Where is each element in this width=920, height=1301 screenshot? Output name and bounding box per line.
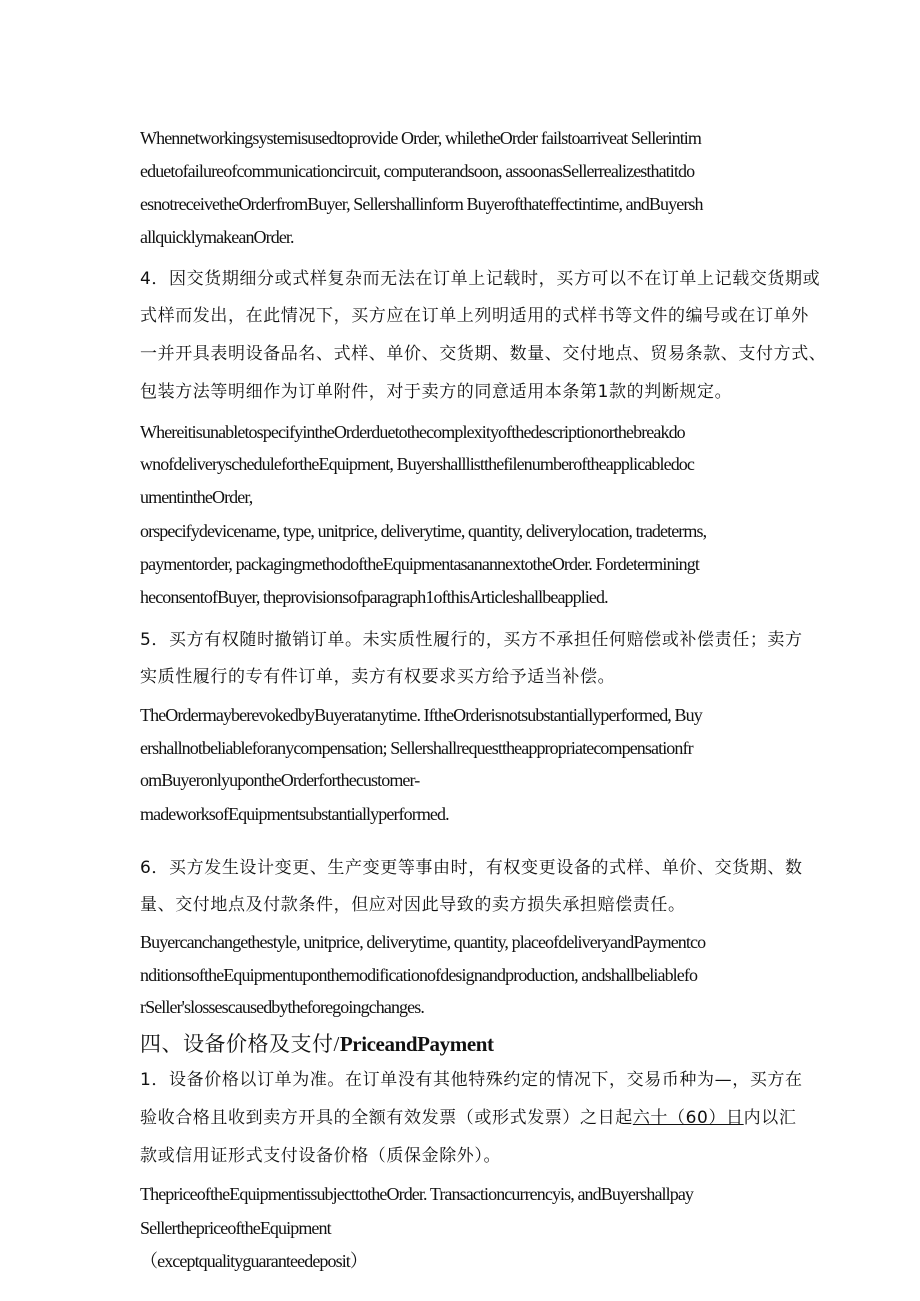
- para6-zh-line: 6．买方发生设计变更、生产变更等事由时，有权变更设备的式样、单价、交货期、数: [140, 858, 803, 878]
- section-heading-en: PriceandPayment: [339, 1032, 494, 1056]
- para4-en-line: heconsentofBuyer, theprovisionsofparagraph1ofthisArticleshallbeapplied.: [140, 587, 608, 607]
- para41-zh-line: 1．设备价格以订单为准。在订单没有其他特殊约定的情况下，交易币种为—，买方在: [140, 1070, 803, 1090]
- para5-zh-line: 实质性履行的专有件订单，卖方有权要求买方给予适当补偿。: [140, 667, 616, 687]
- para41-en-line: SellerthepriceoftheEquipment: [140, 1218, 331, 1238]
- para41-zh-line: [140, 1106, 796, 1130]
- para41-zh-line: 款或信用证形式支付设备价格（质保金除外）。: [140, 1146, 502, 1166]
- para4-zh-line: 一并开具表明设备品名、式样、单价、交货期、数量、交付地点、贸易条款、支付方式、: [140, 344, 827, 364]
- para5-zh-line: 5．买方有权随时撤销订单。未实质性履行的，买方不承担任何赔偿或补偿责任；卖方: [140, 630, 803, 650]
- para4-en-line: umentintheOrder,: [140, 487, 253, 507]
- para6-zh-line: 量、交付地点及付款条件，但应对因此导致的卖方损失承担赔偿责任。: [140, 895, 686, 915]
- para4-en-line: wnofdeliveryschedulefortheEquipment, Buyershalllistthefilenumberoftheapplicabledoc: [140, 454, 694, 474]
- para3-en-line: eduetofailureofcommunicationcircuit, computerandsoon, assoonasSellerrealizesthatitdo: [140, 161, 695, 181]
- para4-zh-line: 式样而发出，在此情况下，买方应在订单上列明适用的式样书等文件的编号或在订单外: [140, 306, 809, 326]
- para5-en-line: ershallnotbeliableforanycompensation; Sellershallrequesttheappropriatecompensationfr: [140, 738, 693, 758]
- para41-zh-text: 内以汇: [743, 1108, 797, 1128]
- para3-en-line: Whennetworkingsystemisusedtoprovide Order, whiletheOrder failstoarriveat Sellerintim: [140, 128, 702, 148]
- para3-en-line: allquicklymakeanOrder.: [140, 227, 294, 247]
- para6-en-line: Buyercanchangethestyle, unitprice, deliverytime, quantity, placeofdeliveryandPaymentco: [140, 932, 706, 952]
- para3-en-line: esnotreceivetheOrderfromBuyer, Sellershallinform Buyerofthateffectintime, andBuyersh: [140, 194, 703, 214]
- para4-zh-line: 4．因交货期细分或式样复杂而无法在订单上记载时，买方可以不在订单上记载交货期或: [140, 269, 821, 289]
- para41-en-line: ThepriceoftheEquipmentissubjecttotheOrder. Transactioncurrencyis, andBuyershallpay: [140, 1184, 694, 1204]
- para5-en-line: omBuyeronlyupontheOrderforthecustomer-: [140, 770, 420, 790]
- section-heading: [140, 1032, 494, 1056]
- para41-zh-text: 验收合格且收到卖方开具的全额有效发票（或形式发票）之日起: [140, 1108, 633, 1128]
- para4-en-line: paymentorder, packagingmethodoftheEquipmentasanannextotheOrder. Fordeterminingt: [140, 554, 699, 574]
- para4-zh-line: 包装方法等明细作为订单附件，对于卖方的同意适用本条第1款的判断规定。: [140, 382, 733, 402]
- para6-en-line: rSeller'slossescausedbytheforegoingchanges.: [140, 997, 424, 1017]
- para6-en-line: nditionsoftheEquipmentuponthemodificationofdesignandproduction, andshallbeliablefo: [140, 965, 698, 985]
- para5-en-line: madeworksofEquipmentsubstantiallyperformed.: [140, 804, 449, 824]
- para5-en-line: TheOrdermayberevokedbyBuyeratanytime. IftheOrderisnotsubstantiallyperformed, Buy: [140, 705, 702, 725]
- para4-en-line: WhereitisunabletospecifyintheOrderduetothecomplexityofthedescriptionorthebreakdo: [140, 422, 685, 442]
- para41-en-line: （exceptqualityguaranteedeposit）: [140, 1251, 368, 1271]
- payment-term-underlined: 六十（60）日: [632, 1108, 744, 1128]
- section-heading-zh: 四、设备价格及支付/: [140, 1032, 340, 1056]
- para4-en-line: orspecifydevicename, type, unitprice, deliverytime, quantity, deliverylocation, tradeterms,: [140, 521, 707, 541]
